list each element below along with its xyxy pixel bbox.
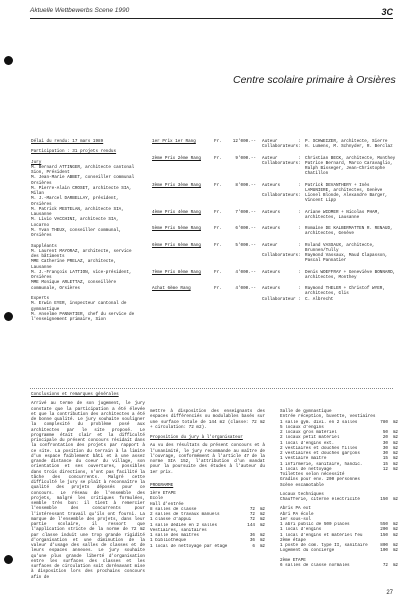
area-label: 1 local de nettoyage par étage bbox=[150, 543, 228, 549]
credit-colon: : bbox=[298, 160, 301, 166]
credit-names: Patrick DEVANTHERY + Inès LAMUNIERE, architectes, Genève bbox=[305, 182, 383, 193]
area-row bbox=[280, 548, 398, 553]
jury-line: M. Laurent MAYORAZ, architecte, service bbox=[31, 248, 132, 254]
credit-role: Collaborateurs bbox=[262, 160, 299, 166]
credit-colon: : bbox=[298, 182, 301, 188]
area-value: 50 bbox=[382, 430, 388, 435]
area-value: 36 bbox=[249, 533, 255, 538]
awards-list bbox=[152, 139, 397, 308]
credit-colon: : bbox=[298, 193, 301, 198]
section-subheading: 1er sous-sol bbox=[280, 516, 311, 522]
programme-line: Hall d'entrée bbox=[150, 501, 184, 507]
gym-note: Scène escamotable bbox=[280, 482, 324, 488]
section-subheading: Abri PA école bbox=[280, 511, 314, 517]
area-unit: m2 bbox=[392, 451, 398, 456]
jury-line: Délai du rendu: 17 mars 1989 bbox=[31, 139, 104, 144]
jury-line: Orsières bbox=[31, 180, 52, 186]
area-label: Vestiaires, sanitaires bbox=[150, 527, 207, 533]
binder-hole bbox=[4, 555, 13, 564]
area-row bbox=[280, 563, 398, 568]
area-unit: m2 bbox=[392, 445, 398, 451]
area-label: 2 vestiaires et douches filles bbox=[280, 445, 358, 451]
award-amount: 7'000.-- bbox=[235, 209, 256, 215]
binder-hole bbox=[4, 56, 13, 65]
award-row bbox=[152, 156, 397, 177]
area-unit: m2 bbox=[392, 543, 398, 548]
credit-colon: : bbox=[298, 253, 301, 258]
page-title: Centre scolaire primaire à Orsières bbox=[233, 74, 396, 86]
award-credits bbox=[262, 139, 397, 150]
area-label: 1 local d'engins et matériel feu bbox=[280, 532, 363, 538]
area-label: 1 poste de com. type II, sanitaire bbox=[280, 543, 368, 548]
programme-stage: 1ère ETAPE bbox=[150, 491, 176, 496]
programme-heading: PROGRAMME bbox=[150, 482, 174, 488]
credit-colon: : bbox=[298, 286, 301, 291]
section-divider bbox=[30, 388, 393, 389]
area-label: 1 vestiaire maître bbox=[280, 456, 327, 462]
jury-line: M. J.-François LATTION, vice-président, bbox=[31, 269, 132, 275]
award-row bbox=[152, 243, 397, 264]
running-header: Aktuelle Wettbewerbs Scene 1990 bbox=[30, 7, 130, 14]
award-rank: 2ème Prix 2ème Rang bbox=[152, 155, 201, 161]
area-label: 1 salle des maîtres bbox=[150, 533, 199, 538]
award-currency: Fr. bbox=[214, 139, 222, 144]
area-unit: m2 bbox=[392, 522, 398, 527]
credit-names: Christian BECK, architecte, Monthey bbox=[305, 155, 396, 161]
credit-names: Raymond Vassaux, Maud Clapasson, Pascal Pannatier bbox=[305, 253, 388, 264]
area-unit: m2 bbox=[259, 543, 265, 549]
gym-note: Gradins pour env. 200 personnes bbox=[280, 477, 360, 483]
credit-names: Denis WOEFFRAY + Geneviève BONNARD, architectes, Monthey bbox=[305, 269, 396, 280]
award-currency: Fr. bbox=[214, 286, 222, 291]
jury-line: MME Catherine PRELAZ, architecte, bbox=[31, 259, 117, 265]
award-credits bbox=[262, 286, 397, 302]
award-amount: 12'000.-- bbox=[232, 139, 256, 144]
area-value: 150 bbox=[380, 532, 388, 538]
area-label: 6 salles de classe normales bbox=[280, 562, 350, 568]
jury-line: Sion, Président bbox=[31, 170, 70, 175]
award-rank: 7ème Prix 8ème Rang bbox=[152, 269, 201, 275]
area-value: 12 bbox=[382, 466, 388, 472]
credit-role: Auteur bbox=[262, 242, 278, 248]
jury-line: Participation : 31 projets rendus bbox=[31, 149, 117, 155]
award-credits bbox=[262, 183, 397, 204]
area-value: 30 bbox=[382, 451, 388, 456]
award-currency: Fr. bbox=[214, 242, 222, 248]
jury-line: communale, Orsières bbox=[31, 285, 80, 291]
credit-row bbox=[262, 193, 397, 204]
jury-line: M. Erwin EYER, inspecteur cantonal de bbox=[31, 301, 127, 307]
conclusions-column bbox=[31, 392, 145, 580]
credit-role: Auteurs bbox=[262, 209, 281, 215]
jury-line: gymnastique bbox=[31, 306, 60, 312]
area-value: 15 bbox=[382, 456, 388, 462]
award-amount: 4'000.-- bbox=[235, 269, 256, 275]
area-value: 36 bbox=[249, 538, 255, 544]
award-currency: Fr. bbox=[214, 269, 222, 275]
area-unit: m2 bbox=[392, 497, 398, 502]
jury-line: Orsières bbox=[31, 201, 52, 207]
credit-role: Collaborateurs bbox=[262, 253, 299, 258]
credit-role: Auteur bbox=[262, 155, 278, 161]
section-code: 3C bbox=[381, 7, 393, 17]
credit-row bbox=[262, 297, 397, 302]
jury-line: M. Pierre-Alain CROSET, architecte SIA, bbox=[31, 185, 132, 191]
jury-line: M. Anselme PANNATIER, chef du service de bbox=[31, 311, 135, 317]
award-currency: Fr. bbox=[214, 226, 222, 231]
award-credits bbox=[262, 270, 397, 281]
area-value: 100 bbox=[380, 548, 388, 554]
area-value: 144 bbox=[247, 522, 255, 528]
area-unit: m2 bbox=[392, 466, 398, 472]
credit-role: Auteurs bbox=[262, 182, 281, 188]
award-row bbox=[152, 286, 397, 302]
award-rank: 5ème Prix 5ème Rang bbox=[152, 226, 201, 231]
credit-names: Roland VASSAUX, architecte, Brunnen/Tully bbox=[305, 242, 375, 253]
jury-line: des bâtiments bbox=[31, 254, 65, 259]
credit-colon: : bbox=[298, 144, 301, 150]
award-currency: Fr. bbox=[214, 155, 222, 161]
award-row bbox=[152, 139, 397, 150]
proposal-heading: Proposition du jury à l'organisateur bbox=[150, 435, 243, 440]
area-label: 1 salle gym. divi. en 2 salles bbox=[280, 419, 358, 425]
area-unit: m2 bbox=[259, 538, 265, 544]
credit-row bbox=[262, 286, 397, 297]
jury-line: Experts bbox=[31, 296, 50, 301]
credit-role: Auteurs bbox=[262, 286, 281, 291]
programme-line: Ecole bbox=[150, 496, 163, 502]
area-unit: m2 bbox=[259, 517, 265, 523]
jury-line: Jury bbox=[31, 159, 42, 165]
area-label: 1 bibliothèque bbox=[150, 538, 187, 544]
area-label: 1 local d'engins ext. bbox=[280, 440, 335, 446]
award-rank: Achat 6ème Rang bbox=[152, 286, 191, 291]
area-label: 2 locaux gros matériel bbox=[280, 430, 337, 435]
area-value: 15 bbox=[382, 461, 388, 467]
award-amount: 4'000.-- bbox=[235, 286, 256, 291]
area-row bbox=[150, 544, 265, 549]
jury-line: Locarno bbox=[31, 222, 50, 228]
jury-line: M. Yvan THEUX, conseiller communal, bbox=[31, 227, 122, 233]
jury-line: Lausanne bbox=[31, 264, 52, 270]
conclusions-text: Arrivé au terme de son jugement, le jury constate que la participation a été élevée et que la contribution des architectes a été de bonne qualité. Le jury souhaite souligner la complexité du problème posé aux architectes par le site proposé. Le programme était clair et la difficulté principale du présent concours résidait dans la confrontation des projets par rapport à ce site. La position du terrain à la limite d'un espace faiblement bâti et à une assez grande distance du coeur du village, son orientation et ses ouvertures, possibles dans trois directions, n'ont pas facilité la tâche des concurrents. Malgré cette difficulté le jury se plaît à reconnaître la qualité des projets déposés pour ce concours. Le réseau de l'ensemble des projets, malgré les critiques formulées, semble très bon: il tient à remercier l'ensemble des concurrents pour l'intéressant travail qu'ils ont fourni. La marque de l'ensemble des projets, dans leur partie scolaire, il ressort que l'application stricte de la norme de 72 m2 par classe induit une trop grande rigidité d'organisation et une diminution de la valeur d'usage des salles de classes et de leurs espaces annexes. Le jury souhaite qu'une plus grande liberté d'organisation entre les surfaces des classes et les surfaces de circulation soit dorénavant mise à disposition lors des prochains concours afin de bbox=[31, 401, 145, 580]
area-label: Chaufferie, citerne électricité bbox=[280, 497, 360, 502]
area-unit: m2 bbox=[392, 532, 398, 538]
proposal-text: Au vu des résultats du présent concours et à l'unanimité, le jury recommande au maître de l'ouvrage, conformément à l'article 47 de la norme SIA 152, l'attribution d'un mandat pour la poursuite des études à l'auteur du 1er prix. bbox=[150, 443, 265, 475]
award-amount: 6'000.-- bbox=[235, 226, 256, 231]
area-value: 6 bbox=[252, 543, 255, 549]
area-label: 5 locaux d'engins bbox=[280, 424, 324, 430]
area-label: 1 local d'engins bbox=[280, 527, 322, 533]
jury-line: M. Bernard ATTINGER, architecte cantonal bbox=[31, 164, 135, 170]
jury-line: Milan bbox=[31, 191, 44, 196]
area-value: 72 bbox=[382, 562, 388, 568]
area-unit: m2 bbox=[259, 506, 265, 512]
credit-colon: : bbox=[298, 242, 301, 248]
gym-heading: Salle de gymnastique bbox=[280, 409, 332, 414]
area-value: 800 bbox=[380, 543, 388, 548]
award-rank: 4ème Prix 4ème Rang bbox=[152, 209, 201, 215]
credit-colon: : bbox=[298, 269, 301, 275]
area-value: 780 bbox=[380, 419, 388, 425]
area-row bbox=[280, 497, 398, 502]
area-row bbox=[280, 533, 398, 538]
credit-row bbox=[262, 210, 397, 221]
jury-line: Suppléants bbox=[31, 243, 57, 249]
credit-row bbox=[262, 183, 397, 194]
area-unit: m2 bbox=[392, 461, 398, 467]
conclusions-heading: Conclusions et remarques générales bbox=[31, 392, 119, 397]
award-amount: 5'000.-- bbox=[235, 242, 256, 248]
jury-line: Orsières bbox=[31, 233, 52, 238]
area-value: 30 bbox=[382, 445, 388, 451]
credit-colon: : bbox=[298, 209, 301, 215]
award-row bbox=[152, 226, 397, 237]
award-currency: Fr. bbox=[214, 209, 222, 215]
credit-colon: : bbox=[298, 155, 301, 161]
credit-role: Auteurs bbox=[262, 269, 281, 275]
area-label: 1 classe d'appui bbox=[150, 517, 192, 523]
credit-row bbox=[262, 270, 397, 281]
credit-row bbox=[262, 226, 397, 237]
area-value: 30 bbox=[382, 440, 388, 446]
jury-line: M. Jean-Marie ABBET, conseiller communal bbox=[31, 175, 135, 181]
section-subheading: 2ème ETAPE bbox=[280, 557, 306, 563]
section-subheading: 2ème étape bbox=[280, 537, 306, 543]
section-subheading: Locaux techniques bbox=[280, 491, 324, 497]
award-credits bbox=[262, 243, 397, 264]
area-unit: m2 bbox=[392, 435, 398, 441]
area-unit: m2 bbox=[259, 512, 265, 517]
area-value: 200 bbox=[380, 527, 388, 533]
award-credits bbox=[262, 156, 397, 177]
jury-line: MME Monique ARLETTAZ, conseillère bbox=[31, 280, 117, 286]
credit-row bbox=[262, 144, 397, 149]
credit-role: Auteurs bbox=[262, 226, 281, 231]
area-value: 150 bbox=[380, 497, 388, 502]
jury-line: M. Livio VACCHINI, architecte SIA, bbox=[31, 217, 119, 223]
area-label: 1 infirmerie, sanitaire, handic. bbox=[280, 461, 363, 467]
area-label: Logement du concierge bbox=[280, 548, 335, 554]
area-label: 1 abri public de 500 places bbox=[280, 522, 350, 527]
credit-names: Raymond THELER + Christof WYER, architectes, Glis bbox=[305, 286, 385, 297]
section-subheading: Abris PA ext bbox=[280, 506, 311, 512]
conclusions-continued: mettre à disposition des enseignants des espaces différenciés ou modulables basés sur une surface totale de 144 m2 (classe: 72 m2 + circulation: 72 m2). bbox=[150, 409, 265, 430]
credit-names: Romaine DE KALBERMATTEN R. RENAUD, architectes, Genève bbox=[305, 226, 393, 237]
area-unit: m2 bbox=[392, 548, 398, 554]
credit-colon: : bbox=[298, 296, 301, 302]
area-label: 2 vestiaires et douches garçons bbox=[280, 451, 360, 456]
award-currency: Fr. bbox=[214, 182, 222, 188]
credit-role: Collaborateurs bbox=[262, 144, 299, 150]
area-unit: m2 bbox=[259, 522, 265, 528]
area-value: 72 bbox=[249, 506, 255, 512]
right-column bbox=[280, 409, 398, 568]
award-amount: 9'000.-- bbox=[235, 155, 256, 161]
award-rank: 3ème Prix 3ème Rang bbox=[152, 182, 201, 188]
credit-names: Lionel Blonde, Alexandre Barger, Vincent Lipp bbox=[305, 193, 388, 204]
credit-names: C. Albrecht bbox=[305, 296, 334, 302]
area-label: 2 locaux petit matériel bbox=[280, 435, 340, 441]
credit-names: P. SCHWEIZER, architecte, Sierre bbox=[305, 139, 388, 144]
gym-heading: Entrée réception, buvette, vestiaires bbox=[280, 414, 376, 420]
jury-line: Orsières bbox=[31, 275, 52, 280]
area-label: 2 salles de travaux manuels bbox=[150, 512, 220, 517]
page-number: 27 bbox=[386, 590, 393, 596]
gym-note: Toilettes selon nécessité bbox=[280, 472, 345, 477]
area-label: 1 local de nettoyage bbox=[280, 466, 332, 472]
credit-colon: : bbox=[298, 139, 301, 144]
credit-colon: : bbox=[298, 226, 301, 231]
credit-row bbox=[262, 253, 397, 264]
jury-line: M. J.-Marcel DARBELLAY, président, bbox=[31, 196, 119, 202]
binder-hole bbox=[4, 312, 13, 321]
area-unit: m2 bbox=[392, 456, 398, 462]
area-unit: m2 bbox=[392, 527, 398, 533]
jury-line: Lausanne bbox=[31, 212, 52, 217]
area-unit: m2 bbox=[259, 533, 265, 538]
area-value: 72 bbox=[249, 512, 255, 517]
credit-row bbox=[262, 161, 397, 177]
credit-names: H. Lumens, M. Schnyder, R. Berclaz bbox=[305, 144, 393, 150]
jury-line: l'enseignement primaire, Sion bbox=[31, 317, 106, 322]
award-row bbox=[152, 270, 397, 281]
award-row bbox=[152, 210, 397, 221]
jury-line: M. Patrick MESTELAN, architecte SIA, bbox=[31, 206, 124, 212]
area-value: 20 bbox=[382, 435, 388, 441]
credit-names: Ariane WIDMER + Nicolas PHAM, architectes, Lausanne bbox=[305, 209, 380, 220]
award-rank: 6ème Prix 6ème Rang bbox=[152, 242, 201, 248]
award-rank: 1er Prix 1er Rang bbox=[152, 139, 196, 144]
award-credits bbox=[262, 226, 397, 237]
credit-row bbox=[262, 243, 397, 254]
area-unit: m2 bbox=[392, 562, 398, 568]
credit-role: Auteur bbox=[262, 139, 278, 144]
area-label: 8 salles de classe bbox=[150, 506, 197, 512]
area-unit: m2 bbox=[392, 440, 398, 446]
area-label: 1 salle dédiée en 2 salles bbox=[150, 522, 218, 528]
award-row bbox=[152, 183, 397, 204]
credit-role: Collaborateur bbox=[262, 296, 296, 302]
area-unit: m2 bbox=[392, 419, 398, 425]
credit-names: Patrice Bernard, Marco Caravaglio, Ralph Bisseger, Jean-Christophe Chatillon bbox=[305, 160, 393, 177]
header-rule bbox=[30, 18, 393, 19]
award-credits bbox=[262, 210, 397, 221]
award-amount: 8'000.-- bbox=[235, 182, 256, 188]
area-unit: m2 bbox=[392, 430, 398, 435]
jury-column bbox=[31, 139, 149, 322]
area-value: 550 bbox=[380, 522, 388, 527]
credit-role: Collaborateurs bbox=[262, 193, 299, 198]
area-value: 72 bbox=[249, 517, 255, 523]
middle-column bbox=[150, 409, 265, 549]
